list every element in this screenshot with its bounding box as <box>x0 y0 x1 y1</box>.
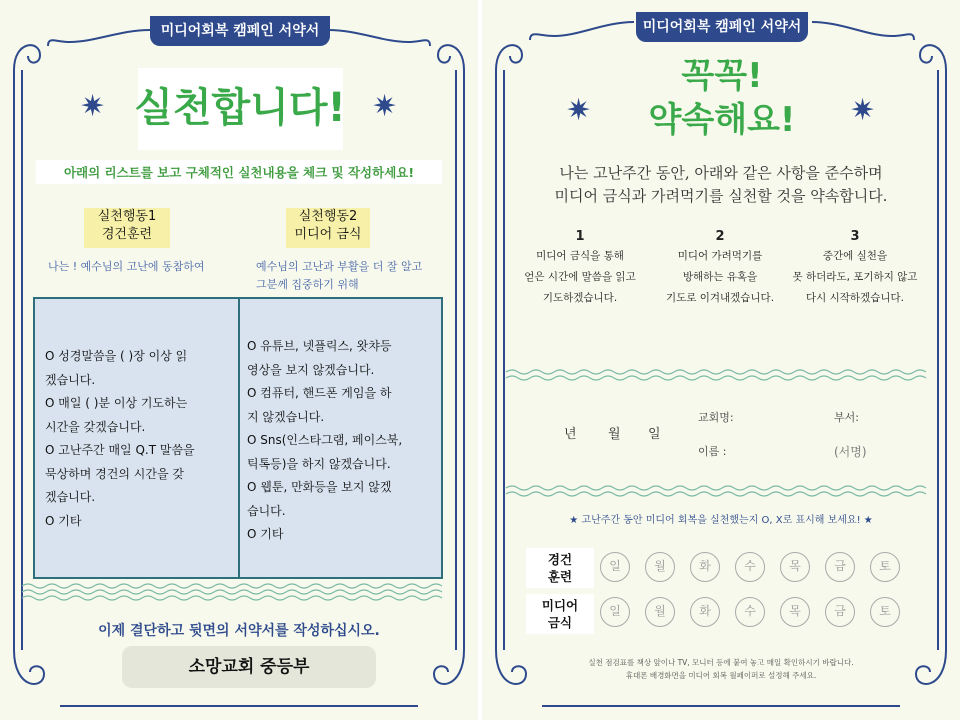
checklist-left-column <box>45 345 235 533</box>
checklist-divider <box>238 299 240 577</box>
checklist-line: 겠습니다. <box>45 372 96 387</box>
church-label[interactable]: 교회명: <box>698 411 734 424</box>
promise-1 <box>510 246 650 309</box>
promise-line: 못 하더라도, 포기하지 않고 <box>792 271 918 283</box>
checklist-panel <box>33 297 443 579</box>
checklist-line[interactable]: O 웹툰, 만화등을 보지 않겠 <box>247 480 392 494</box>
day-circle-saturday[interactable]: 토 <box>870 552 900 582</box>
promise-3 <box>785 246 925 309</box>
checklist-line: 묵상하며 경건의 시간을 갖 <box>45 466 184 481</box>
promise-line: 기도하겠습니다. <box>542 292 618 304</box>
promise-line: 방해하는 유혹을 <box>682 271 758 283</box>
checklist-line[interactable]: O 유튜브, 넷플릭스, 왓챠등 <box>247 339 392 353</box>
checklist-line: 틱톡등)을 하지 않겠습니다. <box>247 456 391 471</box>
star-right-icon: ✷ <box>850 93 876 128</box>
promise-number-1: 1 <box>575 229 585 244</box>
day-circle-tuesday[interactable]: 화 <box>690 597 720 627</box>
instruction-text: 아래의 리스트를 보고 구체적인 실천내용을 체크 및 작성하세요! <box>63 165 415 180</box>
promise-line: 중간에 실천을 <box>822 250 888 262</box>
checklist-line: 영상을 보지 않겠습니다. <box>247 362 375 377</box>
page-title-line2: 약속해요! <box>648 100 796 140</box>
left-page <box>0 0 478 720</box>
action-heading-2 <box>286 208 370 248</box>
name-label[interactable]: 이름 : <box>698 445 727 458</box>
promise-line: 얻은 시간에 말씀을 읽고 <box>524 271 636 283</box>
checklist-line[interactable]: O 기타 <box>45 513 82 528</box>
tracker-label-line2: 금식 <box>547 615 573 630</box>
date-year[interactable]: 년 <box>564 427 577 442</box>
promise-2 <box>650 246 790 309</box>
tracker-label-line1: 경건 <box>547 552 573 567</box>
pledge-text <box>522 162 920 208</box>
promise-line: 미디어 금식을 통해 <box>536 250 624 262</box>
tracker-label-line2: 훈련 <box>547 569 573 584</box>
action-note-1-line1: 나는 ! 예수님의 고난에 동참하여 <box>48 260 205 273</box>
checklist-line: 습니다. <box>247 503 286 518</box>
page-title-line1: 꼭꼭! <box>681 56 763 96</box>
day-circle-saturday[interactable]: 토 <box>870 597 900 627</box>
action-note-2 <box>256 258 446 294</box>
day-circle-wednesday[interactable]: 수 <box>735 597 765 627</box>
footer-instruction: 이제 결단하고 뒷면의 서약서를 작성하십시오. <box>98 623 380 639</box>
campaign-banner: 미디어회복 캠페인 서약서 <box>150 16 330 46</box>
footnote-line1: 실천 점검표를 책상 앞이나 TV, 모니터 등에 붙여 놓고 매일 확인하시기 바랍니다. <box>588 658 854 667</box>
page-title: 실천합니다! <box>134 85 346 131</box>
day-circle-monday[interactable]: 월 <box>645 552 675 582</box>
action-heading-1 <box>84 208 170 248</box>
day-circle-sunday[interactable]: 일 <box>600 597 630 627</box>
promise-number-2: 2 <box>715 229 725 244</box>
date-day[interactable]: 일 <box>648 427 661 442</box>
checklist-line[interactable]: O 컴퓨터, 핸드폰 게임을 하 <box>247 386 392 400</box>
checklist-line: 시간을 갖겠습니다. <box>45 419 146 434</box>
day-circle-thursday[interactable]: 목 <box>780 552 810 582</box>
tracker-label-devotion <box>526 548 594 588</box>
dept-label[interactable]: 부서: <box>834 411 859 424</box>
promise-number-3: 3 <box>850 229 860 244</box>
star-right-icon: ✷ <box>372 89 398 124</box>
tracker-label-line1: 미디어 <box>541 598 579 613</box>
day-circle-sunday[interactable]: 일 <box>600 552 630 582</box>
star-left-icon: ✷ <box>566 93 592 128</box>
day-circle-wednesday[interactable]: 수 <box>735 552 765 582</box>
action-note-2-line1: 예수님의 고난과 부활을 더 잘 알고 <box>256 260 423 273</box>
checklist-right-column <box>247 335 443 547</box>
promise-line: 기도로 이겨내겠습니다. <box>665 292 775 304</box>
action-heading-2-line2: 미디어 금식 <box>294 227 362 242</box>
day-circle-friday[interactable]: 금 <box>825 597 855 627</box>
action-heading-1-line1: 실천행동1 <box>97 209 157 224</box>
pledge-line1: 나는 고난주간 동안, 아래와 같은 사항을 준수하며 <box>559 164 883 182</box>
checklist-line: 지 않겠습니다. <box>247 409 325 424</box>
page-title <box>602 54 842 142</box>
right-page <box>482 0 960 720</box>
pledge-line2: 미디어 금식과 가려먹기를 실천할 것을 약속합니다. <box>554 187 888 205</box>
day-circle-thursday[interactable]: 목 <box>780 597 810 627</box>
checklist-line[interactable]: O Sns(인스타그램, 페이스북, <box>247 433 403 447</box>
checklist-line[interactable]: O 기타 <box>247 527 284 541</box>
action-heading-2-line1: 실천행동2 <box>298 209 358 224</box>
day-circle-monday[interactable]: 월 <box>645 597 675 627</box>
promise-line: 다시 시작하겠습니다. <box>806 292 904 304</box>
footnote-line2: 휴대폰 배경화면을 미디어 회복 월페이퍼로 설정해 주세요. <box>625 671 817 680</box>
signature-field[interactable]: (서명) <box>834 445 867 459</box>
footnote <box>512 656 930 682</box>
action-note-1 <box>48 258 228 276</box>
promise-line: 미디어 가려먹기를 <box>677 250 763 262</box>
day-circle-tuesday[interactable]: 화 <box>690 552 720 582</box>
tracker-label-fasting <box>526 594 594 634</box>
church-name: 소망교회 중등부 <box>122 646 376 688</box>
action-note-2-line2: 그분께 집중하기 위해 <box>256 278 359 291</box>
checklist-line[interactable]: O 고난주간 매일 Q.T 말씀을 <box>45 443 195 457</box>
checklist-line[interactable]: O 성경말씀을 ( )장 이상 읽 <box>45 349 188 363</box>
checklist-line: 겠습니다. <box>45 490 96 504</box>
campaign-banner: 미디어회복 캠페인 서약서 <box>636 12 808 42</box>
checklist-line[interactable]: O 매일 ( )분 이상 기도하는 <box>45 396 188 410</box>
mark-instruction: ★ 고난주간 동안 미디어 회복을 실천했는지 O, X로 표시해 보세요! ★ <box>569 515 873 526</box>
star-left-icon: ✷ <box>80 89 106 124</box>
date-month[interactable]: 월 <box>608 427 621 442</box>
day-circle-friday[interactable]: 금 <box>825 552 855 582</box>
action-heading-1-line2: 경건훈련 <box>101 227 153 242</box>
